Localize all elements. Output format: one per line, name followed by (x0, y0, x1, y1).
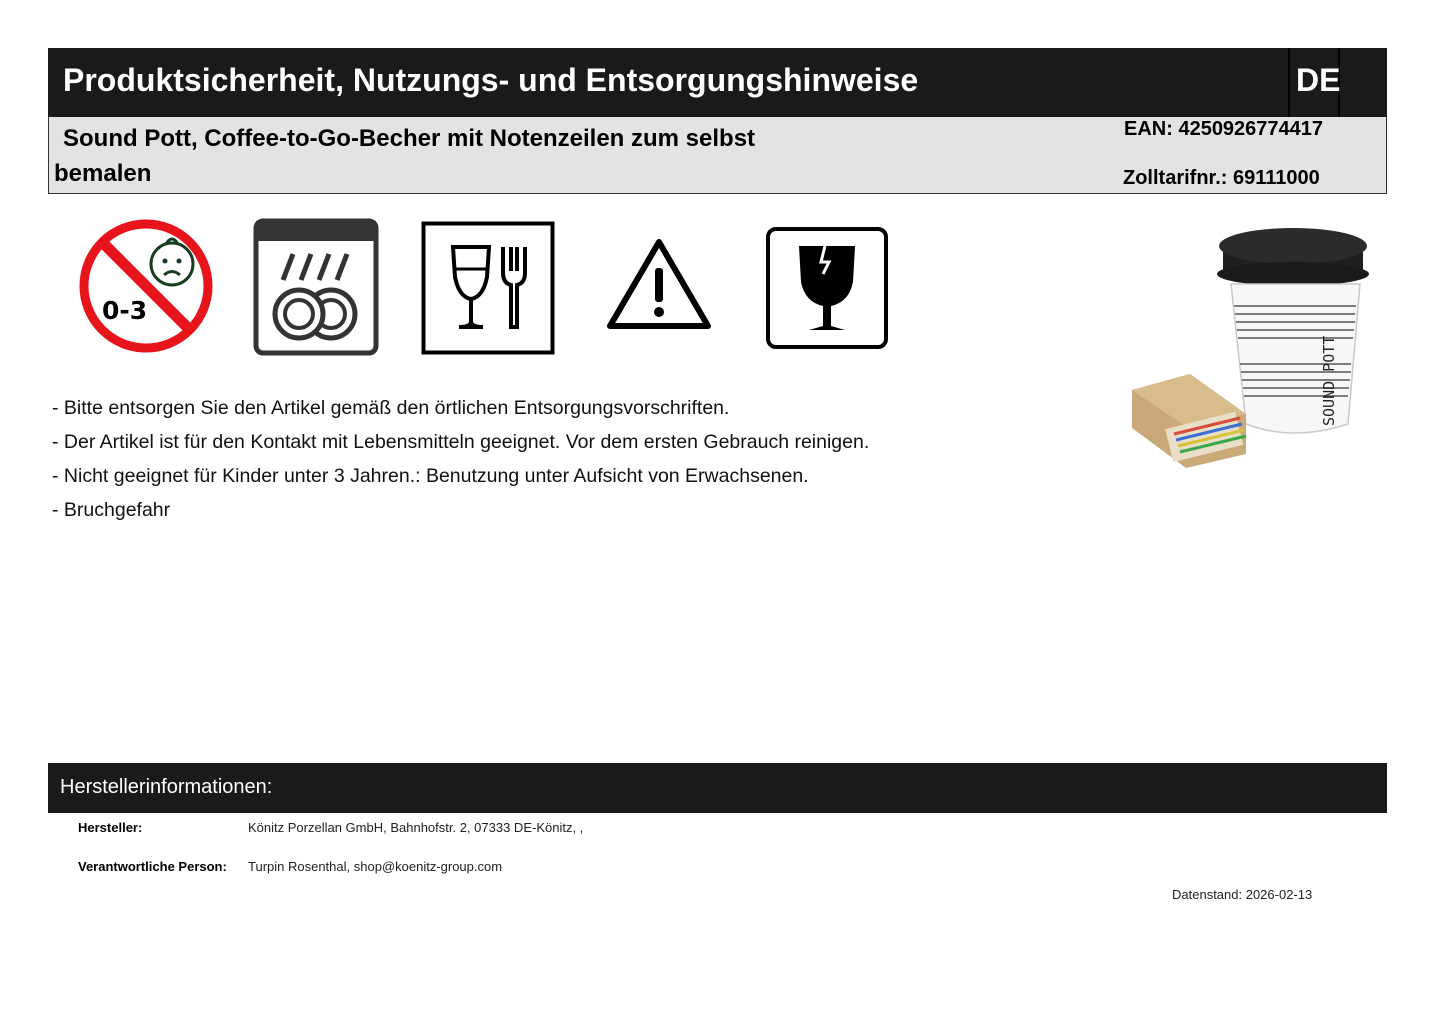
note-children: - Nicht geeignet für Kinder unter 3 Jahren.: Benutzung unter Aufsicht von Erwachsenen. (52, 465, 809, 487)
product-photo-cup (1128, 214, 1380, 470)
not-for-children-0-3-icon (76, 218, 216, 358)
manufacturer-label: Hersteller: (78, 820, 143, 835)
ean-number: EAN: 4250926774417 (1124, 118, 1324, 140)
note-disposal: - Bitte entsorgen Sie den Artikel gemäß den örtlichen Entsorgungsvorschriften. (52, 397, 730, 419)
page-title: Produktsicherheit, Nutzungs- und Entsorgungshinweise (63, 62, 919, 98)
manufacturer-value: Könitz Porzellan GmbH, Bahnhofstr. 2, 07333 DE-Könitz, , (248, 820, 584, 835)
product-bar (48, 117, 1387, 194)
language-label: DE (1296, 62, 1341, 98)
language-box (1288, 48, 1340, 117)
age-label: 0-3 (102, 296, 148, 325)
note-food-contact: - Der Artikel ist für den Kontakt mit Lebensmitteln geeignet. Vor dem ersten Gebrauch reinigen. (52, 431, 870, 453)
note-fragile: - Bruchgefahr (52, 499, 171, 521)
product-title: Sound Pott, Coffee-to-Go-Becher mit Notenzeilen zum selbst bemalen (54, 125, 756, 187)
datestamp: Datenstand: 2026-02-13 (1172, 887, 1313, 902)
cup-print: SOUND POTT (1320, 335, 1338, 426)
manufacturer-bar (48, 763, 1387, 813)
dishwasher-safe-icon (253, 218, 379, 356)
food-safe-icon (421, 221, 555, 355)
responsible-value: Turpin Rosenthal, shop@koenitz-group.com (248, 859, 503, 874)
header-bar (48, 48, 1387, 117)
usage-notes (52, 391, 869, 527)
fragile-glass-icon (765, 226, 889, 350)
warning-triangle-icon (604, 236, 714, 334)
responsible-label: Verantwortliche Person: (78, 859, 227, 874)
customs-number: Zolltarifnr.: 69111000 (1123, 167, 1320, 189)
manufacturer-section-title: Herstellerinformationen: (60, 776, 273, 798)
